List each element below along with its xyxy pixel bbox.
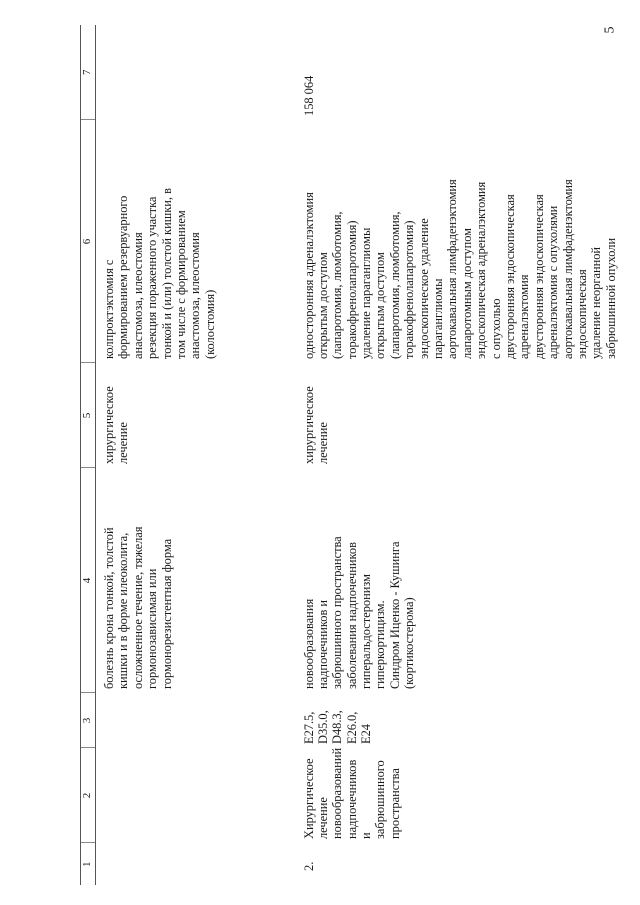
method-line: анастомоза, илеостомия	[130, 232, 145, 359]
column-header-5: 5	[81, 363, 96, 468]
page-number: 5	[602, 26, 618, 34]
cost-cell	[96, 25, 296, 120]
method-line: резекция пораженного участка	[145, 196, 160, 359]
rotated-table-page	[80, 25, 618, 885]
method-line: односторонняя адреналэктомия	[301, 192, 316, 359]
method-line: эндоскопическое удаление	[416, 218, 431, 359]
procedure-name-line: Хирургическое лечение	[301, 758, 330, 839]
method-line: эндоскопическая адреналэктомия	[474, 181, 489, 359]
treatment-type-line: лечение	[116, 422, 131, 464]
column-header-3: 3	[81, 693, 96, 748]
method-line: адреналэктомия	[517, 274, 532, 359]
icd-codes-cell	[96, 693, 296, 748]
model-line: гормонорезистентная форма	[159, 538, 174, 689]
treatment-method-cell	[296, 120, 621, 363]
table-row	[296, 25, 621, 885]
method-line: удаление неорганной	[589, 246, 604, 359]
method-line: забрюшинной опухоли	[603, 237, 618, 359]
patient-model-cell	[296, 468, 621, 693]
procedure-name-line: забрюшинного	[373, 760, 388, 839]
icd-code: E27.5,	[301, 711, 316, 744]
column-header-6: 6	[81, 120, 96, 363]
method-line: аортокавальная лимфаденэктомия	[560, 179, 575, 359]
model-line: гормонозависимая или	[145, 568, 160, 689]
model-line: Синдром Иценко - Кушинга	[387, 541, 402, 689]
model-line: гиперальдостеронизм	[359, 574, 374, 689]
treatment-type-line: хирургическое	[102, 386, 116, 464]
method-line: двусторонняя эндоскопическая	[502, 194, 517, 359]
column-header-2: 2	[81, 748, 96, 843]
model-line: новообразования	[301, 598, 316, 689]
treatment-type-line: хирургическое	[301, 386, 316, 464]
icd-code: D48.3,	[330, 710, 345, 744]
method-line: двусторонняя эндоскопическая	[531, 194, 546, 359]
treatment-type-line: лечение	[315, 422, 330, 464]
method-line: торакофренолапаротомия)	[402, 220, 417, 359]
patient-model-cell	[96, 468, 296, 693]
procedure-name-cell	[96, 748, 296, 843]
procedure-name-cell	[296, 748, 621, 843]
treatment-type-cell	[296, 363, 621, 468]
column-number-row	[81, 25, 96, 885]
icd-code: E24	[359, 724, 374, 744]
model-line: кишки и в форме илеоколита,	[116, 532, 131, 689]
method-line: аортокавальная лимфаденэктомия	[445, 179, 460, 359]
medical-care-table	[80, 25, 620, 885]
method-line: адреналэктомия с опухолями	[546, 205, 561, 359]
icd-codes-cell	[296, 693, 621, 748]
method-line: открытым доступом	[373, 252, 388, 359]
method-line: (лапаротомия, люмботомия,	[330, 211, 345, 359]
procedure-name-line: пространства	[387, 768, 402, 839]
column-header-1: 1	[81, 843, 96, 885]
procedure-name-line: надпочечников и	[344, 759, 374, 839]
column-header-4: 4	[81, 468, 96, 693]
method-line: колпроктэктомия с	[102, 259, 116, 359]
method-line: торакофренолапаротомия)	[344, 220, 359, 359]
treatment-method-cell	[96, 120, 296, 363]
icd-code: E26.0,	[344, 711, 359, 744]
model-line: болезнь крона тонкой, толстой	[102, 527, 116, 689]
table-row	[96, 25, 296, 885]
method-line: эндоскопическая	[574, 269, 589, 359]
cost-cell: 158 064	[301, 75, 316, 116]
method-line: удаление параганглиомы	[359, 227, 374, 359]
icd-code: D35.0,	[315, 710, 330, 744]
method-line: тонкой и (или) толстой кишки, в	[159, 188, 174, 359]
method-line: параганглиомы	[431, 278, 446, 359]
model-line: гиперкортицизм.	[373, 600, 388, 689]
row-number-cell	[96, 843, 296, 885]
treatment-type-cell	[96, 363, 296, 468]
method-line: анастомоза, илеостомия	[188, 232, 203, 359]
method-line: лапаротомным доступом	[459, 227, 474, 359]
model-line: (кортикостерома)	[402, 597, 417, 689]
method-line: открытым доступом	[315, 252, 330, 359]
model-line: осложненное течение, тяжелая	[130, 526, 145, 689]
model-line: заболевания надпочечников	[344, 542, 359, 689]
method-line: (лапаротомия, люмботомия,	[387, 211, 402, 359]
method-line: (колостомия)	[202, 289, 217, 359]
column-header-7: 7	[81, 25, 96, 120]
model-line: забрюшинного пространства	[330, 536, 345, 689]
method-line: с опухолью	[488, 298, 503, 359]
row-number-cell: 2.	[301, 861, 316, 871]
procedure-name-line: новообразований	[330, 747, 345, 839]
method-line: формированием резервуарного	[116, 195, 131, 359]
method-line: том числе с формированием	[173, 210, 188, 359]
model-line: надпочечников и	[315, 599, 330, 689]
